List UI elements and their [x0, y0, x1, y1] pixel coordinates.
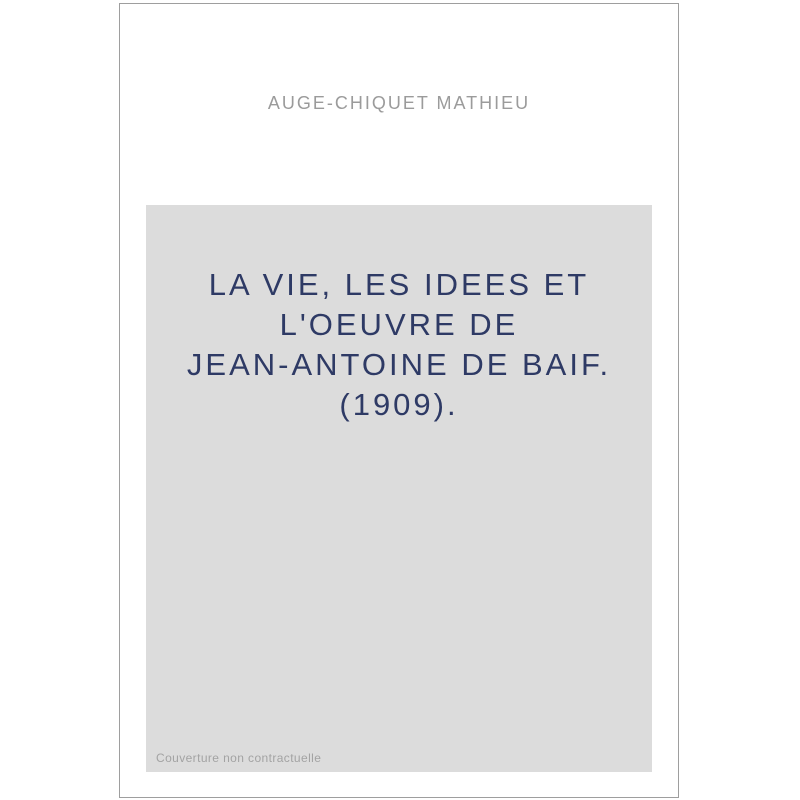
- title-line-4: (1909).: [339, 387, 459, 422]
- cover-disclaimer-note: Couverture non contractuelle: [156, 751, 322, 765]
- title-line-3: JEAN-ANTOINE DE BAIF.: [186, 347, 612, 382]
- cover-page: [119, 3, 679, 798]
- title-line-1: LA VIE, LES IDEES ET: [208, 267, 590, 302]
- title-line-2: L'OEUVRE DE: [279, 307, 519, 342]
- book-title: [146, 265, 652, 425]
- author-name: AUGE-CHIQUET MATHIEU: [267, 93, 531, 113]
- title-panel: [146, 205, 652, 772]
